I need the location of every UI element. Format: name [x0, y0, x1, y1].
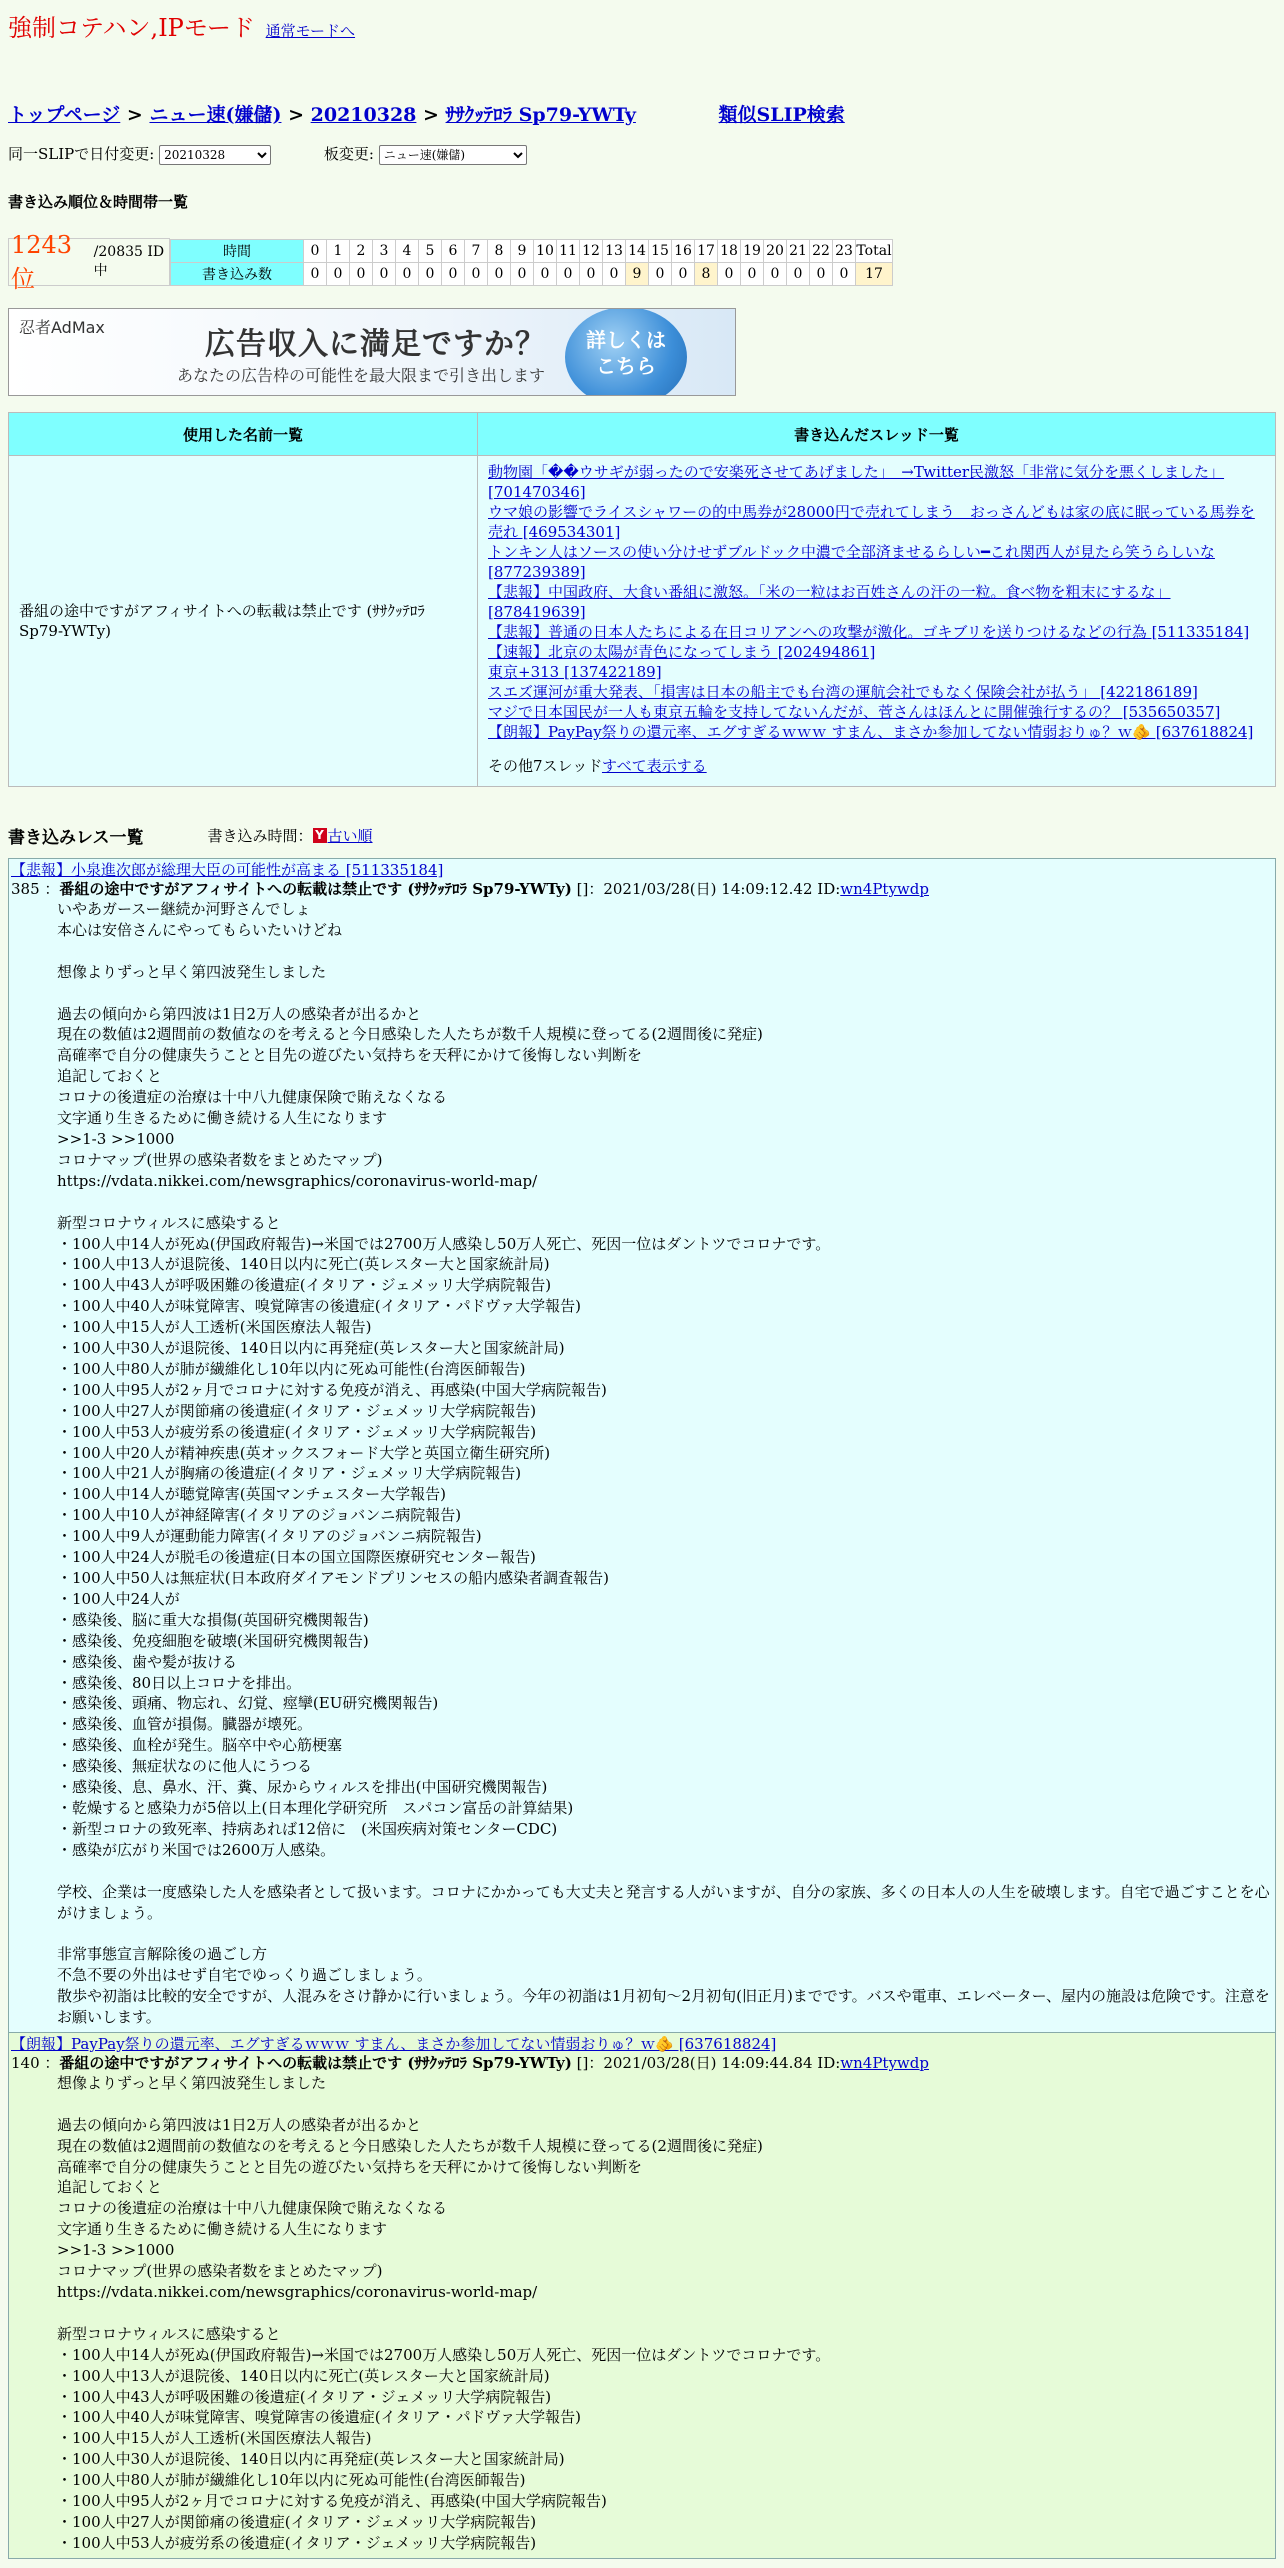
more-threads-count: その他7スレッド: [488, 757, 602, 775]
count-cell: 0: [488, 262, 511, 285]
ad-headline: 広告収入に満足ですか？: [205, 327, 546, 362]
ad-logo: 忍者AdMax: [19, 318, 105, 337]
count-row-label: 書き込み数: [171, 262, 304, 285]
breadcrumb-separator: >: [126, 104, 143, 126]
hour-cell: 17: [695, 239, 718, 262]
rank-number: 1243 位: [11, 230, 73, 293]
count-cell: 0: [649, 262, 672, 285]
hour-cell: 6: [442, 239, 465, 262]
ad-subtext: あなたの広告枠の可能性を最大限まで引き出します: [177, 366, 546, 385]
mode-header: [8, 8, 1276, 48]
breadcrumb-separator: >: [423, 104, 439, 126]
more-threads-line: [488, 756, 1265, 776]
count-cell: 0: [373, 262, 396, 285]
ad-button-line: こちら: [596, 354, 656, 378]
post-author-name: 番組の途中ですがアフィサイトへの転載は禁止です (ｻｻｸｯﾃﾛﾗ Sp79-YWTy): [59, 880, 572, 898]
post-body: いやあガースー継続か河野さんでしょ 本心は安倍さんにやってもらいたいけどね 想像よりずっと早く第四波発生しました 過去の傾向から第四波は1日2万人の感染者が出るかと 現在の数値は2週間前の数値なのを考えると今日感染した人たちが数千人規模に登ってる(2週間後に発症) 高確率で自分の健康失うことと目先の遊びたい気持ちを天秤にかけて後悔しない判断を 追記しておくと コロナの後遺症の治療は十中八九健康保険で賄えなくなる 文字通り生きるために働き続ける人生になります >>1-3 >>1000 コロナマップ(世界の感染者数をまとめたマップ) https://vdata.nikkei.com/newsgraphics/coronavirus-world-map/ 新型コロナウィルスに感染すると ・100人中14人が死ぬ(伊国政府報告)→米国では2700万人感染し50万人死亡、死因一位はダントツでコロナです。 ・100人中13人が退院後、140日以内に死亡(英レスター大と国家統計局) ・100人中43人が呼吸困難の後遺症(イタリア・ジェメッリ大学病院報告) ・100人中40人が味覚障害、嗅覚障害の後遺症(イタリア・パドヴァ大学報告) ・100人中15人が人工透析(米国医療法人報告) ・100人中30人が退院後、140日以内に再発症(英レスター大と国家統計局) ・100人中80人が肺が繊維化し10年以内に死ぬ可能性(台湾医師報告) ・100人中95人が2ヶ月でコロナに対する免疫が消え、再感染(中国大学病院報告) ・100人中27人が関節痛の後遺症(イタリア・ジェメッリ大学病院報告) ・100人中53人が疲労系の後遺症(イタリア・ジェメッリ大学病院報告) ・100人中20人が精神疾患(英オックスフォード大学と英国立衛生研究所) ・100人中21人が胸痛の後遺症(イタリア・ジェメッリ大学病院報告) ・100人中14人が聴覚障害(英国マンチェスター大学報告) ・100人中10人が神経障害(イタリアのジョバンニ病院報告) ・100人中9人が運動能力障害(イタリアのジョバンニ病院報告) ・100人中24人が脱毛の後遺症(日本の国立国際医療研究センター報告) ・100人中50人は無症状(日本政府ダイアモンドプリンセスの船内感染者調査報告) ・100人中24人が ・感染後、脳に重大な損傷(英国研究機関報告) ・感染後、免疫細胞を破壊(米国研究機関報告) ・感染後、歯や髪が抜ける ・感染後、80日以上コロナを排出。 ・感染後、頭痛、物忘れ、幻覚、痙攣(EU研究機関報告) ・感染後、血管が損傷。臓器が壊死。 ・感染後、血栓が発生。脳卒中や心筋梗塞 ・感染後、無症状なのに他人にうつる ・感染後、息、鼻水、汗、糞、尿からウィルスを排出(中国研究機関報告) ・乾燥すると感染力が5倍以上(日本理化学研究所 スパコン富岳の計算結果) ・新型コロナの致死率、持病あれば12倍に (米国疾病対策センターCDC) ・感染が広がり米国では2600万人感染。 学校、企業は一度感染した人を感染者として扱います。コロナにかかっても大丈夫と発言する人がいますが、自分の家族、多くの日本人の人生を破壊します。自宅で過ごすことを心がけましょう。 非常事態宣言解除後の過ごし方 不急不要の外出はせず自宅でゆっくり過ごしましょう。 散歩や初詣は比較的安全ですが、人混みをさけ静かに行いましょう。今年の初詣は1月初旬〜2月初旬(旧正月)までです。バスや電車、エレベーター、屋内の施設は危険です。注意をお願いします。: [57, 900, 1270, 2027]
hour-cell: 16: [672, 239, 695, 262]
count-cell: 0: [580, 262, 603, 285]
count-cell: 9: [626, 262, 649, 285]
thread-list-cell: [478, 456, 1276, 787]
post-header: 140 ：番組の途中ですがアフィサイトへの転載は禁止です (ｻｻｸｯﾃﾛﾗ Sp79-YWTy) []：2021/03/28(日) 14:09:44.84 ID:wn4Ptywdp: [11, 2053, 929, 2072]
ad-details-button[interactable]: [565, 308, 687, 396]
ad-button-line: 詳しくは: [586, 328, 666, 352]
used-name: 番組の途中ですがアフィサイトへの転載は禁止です (ｻｻｸｯﾃﾛﾗ Sp79-YWTy): [9, 456, 478, 787]
count-cell: 0: [603, 262, 626, 285]
breadcrumb-date-link[interactable]: 20210328: [310, 104, 417, 126]
hour-cell: 22: [810, 239, 833, 262]
count-cell: 0: [833, 262, 856, 285]
post-number: 385: [11, 880, 40, 898]
count-cell: 0: [557, 262, 580, 285]
threads-column-header: 書き込んだスレッド一覧: [478, 413, 1276, 456]
post-body: 想像よりずっと早く第四波発生しました 過去の傾向から第四波は1日2万人の感染者が出るかと 現在の数値は2週間前の数値なのを考えると今日感染した人たちが数千人規模に登ってる(2週間後に発症) 高確率で自分の健康失うことと目先の遊びたい気持ちを天秤にかけて後悔しない判断を 追記しておくと コロナの後遺症の治療は十中八九健康保険で賄えなくなる 文字通り生きるために働き続ける人生になります >>1-3 >>1000 コロナマップ(世界の感染者数をまとめたマップ) https://vdata.nikkei.com/newsgraphics/coronavirus-world-map/ 新型コロナウィルスに感染すると ・100人中14人が死ぬ(伊国政府報告)→米国では2700万人感染し50万人死亡、死因一位はダントツでコロナです。 ・100人中13人が退院後、140日以内に死亡(英レスター大と国家統計局) ・100人中43人が呼吸困難の後遺症(イタリア・ジェメッリ大学病院報告) ・100人中40人が味覚障害、嗅覚障害の後遺症(イタリア・パドヴァ大学報告) ・100人中15人が人工透析(米国医療法人報告) ・100人中30人が退院後、140日以内に再発症(英レスター大と国家統計局) ・100人中80人が肺が繊維化し10年以内に死ぬ可能性(台湾医師報告) ・100人中95人が2ヶ月でコロナに対する免疫が消え、再感染(中国大学病院報告) ・100人中27人が関節痛の後遺症(イタリア・ジェメッリ大学病院報告) ・100人中53人が疲労系の後遺症(イタリア・ジェメッリ大学病院報告): [57, 2073, 831, 2552]
post-meta: []：2021/03/28(日) 14:09:12.42 ID:: [571, 880, 841, 898]
hour-cell: 0: [304, 239, 327, 262]
post-id-link[interactable]: wn4Ptywdp: [840, 880, 929, 898]
hour-cell: 18: [718, 239, 741, 262]
count-cell: 0: [327, 262, 350, 285]
post-thread-link[interactable]: 【朗報】PayPay祭りの還元率、エグすぎるｗｗｗ すまん、まさか参加してない情弱おりゅ？ｗ🫵 [637618824]: [11, 2034, 777, 2053]
count-cell: 0: [764, 262, 787, 285]
thread-link[interactable]: 動物園「��ウサギが弱ったので安楽死させてあげました」 →Twitter民激怒「非常に気分を悪くしました」 [701470346]: [488, 463, 1225, 501]
hour-cell: 2: [350, 239, 373, 262]
thread-link[interactable]: ウマ娘の影響でライスシャワーの的中馬券が28000円で売れてしまう おっさんどもは家の底に眠っている馬券を売れ [469534301]: [488, 503, 1255, 541]
thread-link[interactable]: スエズ運河が重大発表、「損害は日本の船主でも台湾の運航会社でもなく保険会社が払う」 [422186189]: [488, 683, 1198, 701]
count-cell: 0: [304, 262, 327, 285]
mode-title: 強制コテハン,IPモード: [8, 14, 255, 42]
hour-cell: Total: [856, 239, 893, 262]
hour-cell: 12: [580, 239, 603, 262]
hour-cell: 10: [534, 239, 557, 262]
rank-total: /20835 ID中: [93, 244, 165, 279]
date-select[interactable]: [159, 145, 271, 165]
post-header: 385 ：番組の途中ですがアフィサイトへの転載は禁止です (ｻｻｸｯﾃﾛﾗ Sp79-YWTy) []：2021/03/28(日) 14:09:12.42 ID:wn4Ptywdp: [11, 880, 929, 898]
hourly-table: [170, 239, 893, 286]
hour-cell: 11: [557, 239, 580, 262]
hour-cell: 3: [373, 239, 396, 262]
ranking-row: [8, 230, 1276, 293]
breadcrumb-board-link[interactable]: ニュー速(嫌儲): [149, 104, 282, 126]
breadcrumb-separator: >: [288, 104, 304, 126]
breadcrumb-slip-link[interactable]: ｻｻｸｯﾃﾛﾗ Sp79-YWTy: [445, 104, 636, 126]
thread-link[interactable]: 【朗報】PayPay祭りの還元率、エグすぎるｗｗｗ すまん、まさか参加してない情弱おりゅ？ｗ🫵 [637618824]: [488, 723, 1254, 741]
count-cell: 0: [741, 262, 764, 285]
sort-y-icon[interactable]: Y: [313, 828, 327, 843]
count-cell: 0: [350, 262, 373, 285]
sort-label: 書き込み時間：: [207, 827, 313, 845]
count-cell: 0: [672, 262, 695, 285]
hour-cell: 15: [649, 239, 672, 262]
res-list-heading: 書き込みレス一覧: [8, 828, 144, 848]
hour-cell: 23: [833, 239, 856, 262]
count-cell: 0: [396, 262, 419, 285]
show-all-threads-link[interactable]: すべて表示する: [601, 757, 707, 775]
normal-mode-link[interactable]: 通常モードへ: [265, 22, 356, 40]
count-cell: 0: [810, 262, 833, 285]
selector-row: [8, 143, 1276, 165]
board-change-label: 板変更:: [323, 145, 374, 163]
post: [8, 858, 1276, 2033]
hour-cell: 1: [327, 239, 350, 262]
post: [8, 2033, 1276, 2559]
count-cell: 0: [442, 262, 465, 285]
post-number: 140: [11, 2053, 40, 2072]
thread-links: [488, 462, 1265, 742]
hour-cell: 8: [488, 239, 511, 262]
res-list-header: [8, 823, 1276, 848]
hour-cell: 21: [787, 239, 810, 262]
hour-cell: 5: [419, 239, 442, 262]
time-row-label: 時間: [171, 239, 304, 262]
hour-cell: 19: [741, 239, 764, 262]
sort-oldest-link[interactable]: 古い順: [327, 827, 373, 845]
post-thread-link[interactable]: 【悲報】小泉進次郎が総理大臣の可能性が高まる [511335184]: [11, 861, 444, 879]
date-change-label: 同一SLIPで日付変更:: [8, 145, 155, 163]
hour-cell: 4: [396, 239, 419, 262]
post-id-link[interactable]: wn4Ptywdp: [840, 2053, 929, 2072]
similar-slip-search-link[interactable]: 類似SLIP検索: [718, 104, 845, 126]
names-column-header: 使用した名前一覧: [9, 413, 478, 456]
names-threads-table: [8, 412, 1276, 787]
post-author-name: 番組の途中ですがアフィサイトへの転載は禁止です (ｻｻｸｯﾃﾛﾗ Sp79-YWTy): [59, 2053, 572, 2072]
breadcrumb: [8, 100, 1276, 127]
count-row: [171, 262, 893, 285]
count-cell: 0: [465, 262, 488, 285]
thread-link[interactable]: トンキン人はソースの使い分けせずブルドック中濃で全部済ませるらしい━これ関西人が見たら笑うらしいな [877239389]: [488, 543, 1215, 581]
hour-cell: 7: [465, 239, 488, 262]
thread-link[interactable]: 東京+313 [137422189]: [488, 663, 662, 681]
ranking-heading: 書き込み順位＆時間帯一覧: [8, 193, 189, 211]
hour-cell: 14: [626, 239, 649, 262]
board-select[interactable]: [379, 145, 527, 165]
count-cell: 8: [695, 262, 718, 285]
count-cell: 0: [534, 262, 557, 285]
hour-cell: 20: [764, 239, 787, 262]
thread-link[interactable]: 【悲報】普通の日本人たちによる在日コリアンへの攻撃が激化。ゴキブリを送りつけるなどの行為 [511335184]: [488, 623, 1250, 641]
breadcrumb-top-link[interactable]: トップページ: [8, 104, 121, 126]
thread-link[interactable]: 【速報】北京の太陽が青色になってしまう [202494861]: [488, 643, 876, 661]
hour-cell: 13: [603, 239, 626, 262]
rank-box: [8, 230, 170, 293]
thread-link[interactable]: マジで日本国民が一人も東京五輪を支持してないんだが、菅さんはほんとに開催強行するの？ [535650357]: [488, 703, 1221, 721]
count-cell: 0: [419, 262, 442, 285]
hour-cell: 9: [511, 239, 534, 262]
ad-banner[interactable]: [8, 308, 736, 396]
count-cell: 17: [856, 262, 893, 285]
count-cell: 0: [787, 262, 810, 285]
hour-row: [171, 239, 893, 262]
post-meta: []：2021/03/28(日) 14:09:44.84 ID:: [571, 2053, 841, 2072]
count-cell: 0: [511, 262, 534, 285]
count-cell: 0: [718, 262, 741, 285]
thread-link[interactable]: 【悲報】中国政府、大食い番組に激怒。「米の一粒はお百姓さんの汗の一粒。食べ物を粗末にするな」 [878419639]: [488, 583, 1171, 621]
